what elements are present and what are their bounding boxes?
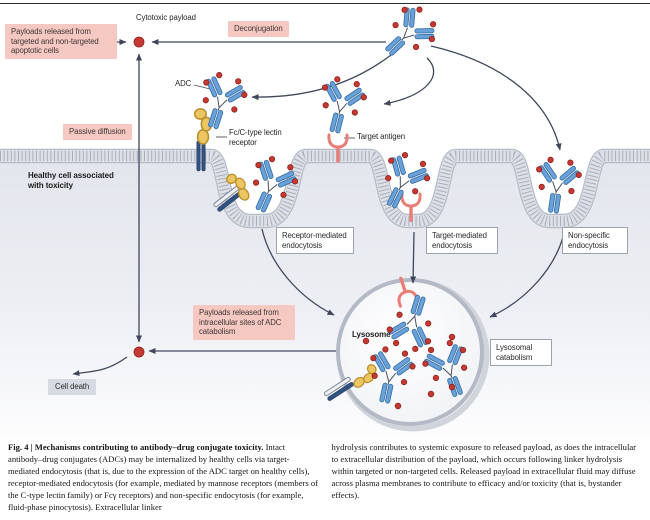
lysosome-label: Lysosome [352,330,391,339]
target-antigen-label: Target antigen [357,132,406,141]
caption-text-1: Intact antibody–drug conjugates (ADCs) may be internalized by healthy cells via target-mediated endocytosis (that is, due to the expression of the ADC target on healthy cells), receptor-mediated endocytosis (for example, mediated by mannose receptors (members of the C-type lectin family) or Fcγ receptors) and non-specific endocytosis (for example, fluid-phase pinocytosis). Extracellular linker [8,442,319,512]
adc-label: ADC [175,79,192,88]
cytotoxic-payload-dot [134,37,144,47]
payloads-intracellular-box: Payloads released from intracellular sites of ADC catabolism [193,305,295,340]
released-payload-dot [134,347,144,357]
caption-column-1 [8,441,319,513]
non-specific-endocytosis-box: Non-specific endocytosis [562,227,628,254]
fc-lectin-receptor-label: Fc/C-type lectin receptor [229,128,282,147]
receptor-mediated-endocytosis-box: Receptor-mediated endocytosis [276,227,354,254]
cytotoxic-payload-label: Cytotoxic payload [136,13,196,22]
caption-column-2: hydrolysis contributes to systemic exposure to released payload, as does the intracellular to extracellular distribution of the payload, which occurs following linker hydrolysis within targeted or non-targeted cells. Released payload in extracellular fluid may diffuse across plasma membranes to contribute to efficacy and/or toxicity (that is, bystander effects). [331,442,637,500]
deconjugation-box: Deconjugation [228,21,289,37]
passive-diffusion-box: Passive diffusion [63,124,132,140]
payloads-apoptotic-box: Payloads released from targeted and non-targeted apoptotic cells [5,24,117,59]
lysosomal-catabolism-box: Lysosomal catabolism [490,339,552,366]
lysosome-vesicle [338,280,487,429]
target-mediated-endocytosis-box: Target-mediated endocytosis [426,227,498,254]
cell-death-box: Cell death [48,379,96,395]
healthy-cell-label: Healthy cell associated with toxicity [28,171,114,190]
figure-caption-title: Fig. 4 | Mechanisms contributing to antibody–drug conjugate toxicity. [8,442,264,452]
figure-caption [8,441,642,513]
